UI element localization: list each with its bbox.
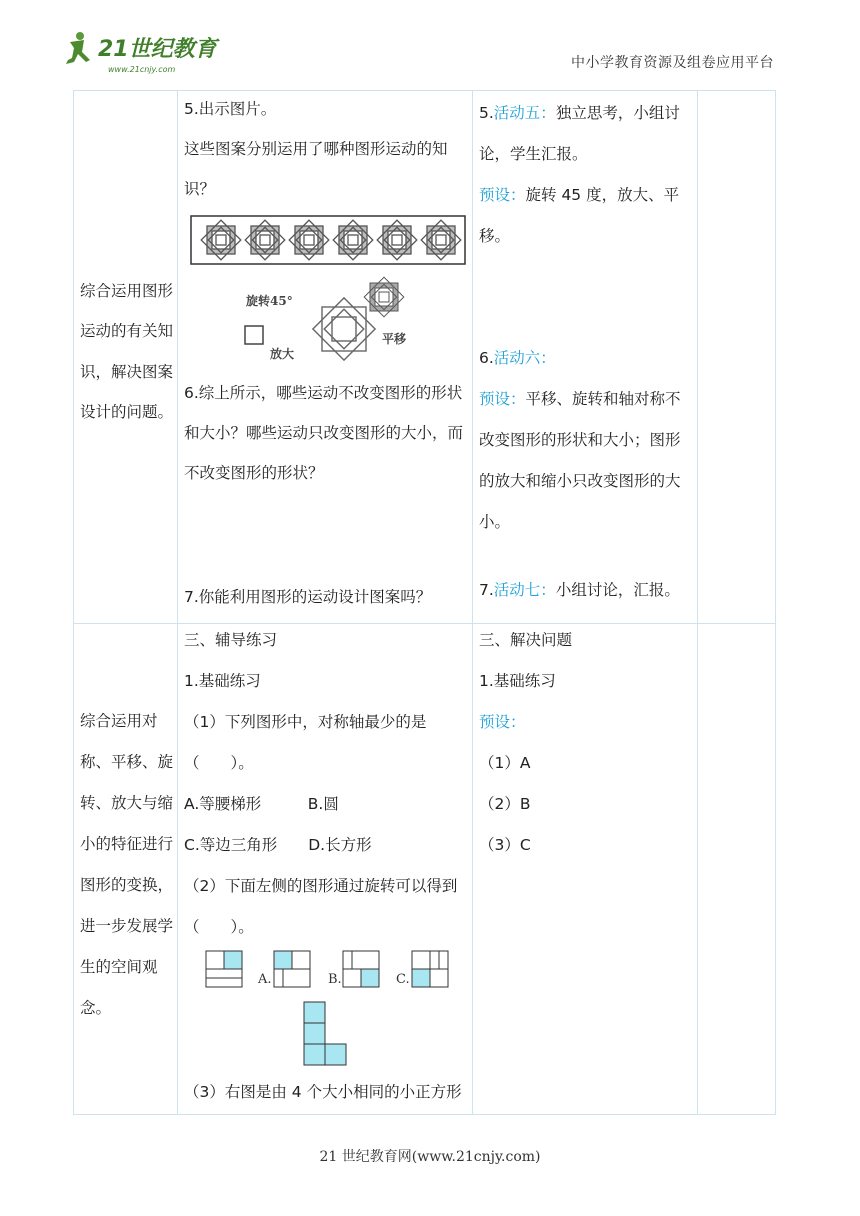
- student-text: 的放大和缩小只改变图形的大: [479, 472, 681, 490]
- teacher-text: C.等边三角形 D.长方形: [184, 836, 372, 854]
- rotation-options-figure: [204, 950, 454, 990]
- teacher-text: （ ）。: [184, 918, 254, 936]
- teacher-text: 6.综上所示，哪些运动不改变图形的形状: [184, 384, 463, 402]
- platform-title: 中小学教育资源及组卷应用平台: [571, 55, 774, 71]
- teacher-text: 5.出示图片。: [184, 100, 277, 118]
- student-text: 移。: [479, 227, 511, 245]
- goal-text: 念。: [80, 999, 112, 1017]
- teacher-text: （2）下面左侧的图形通过旋转可以得到: [184, 877, 458, 895]
- option-a-label: A.: [258, 972, 272, 987]
- student-text: 预设：旋转 45 度，放大、平: [479, 186, 680, 204]
- teacher-text: 和大小？哪些运动只改变图形的大小，而: [184, 424, 464, 442]
- goal-cell: [74, 91, 177, 623]
- option-b-label: B.: [328, 972, 342, 987]
- teacher-text: 这些图案分别运用了哪种图形运动的知: [184, 140, 448, 158]
- teacher-text: （ ）。: [184, 754, 254, 772]
- student-text: 7.活动七：小组讨论，汇报。: [479, 581, 680, 599]
- enlarge-label: 放大: [270, 347, 295, 361]
- goal-text: 生的空间观: [80, 958, 158, 976]
- teacher-text: （3）右图是由 4 个大小相同的小正方形: [184, 1083, 462, 1101]
- large-pattern: [313, 298, 375, 360]
- rotate-label: 旋转45°: [246, 294, 293, 308]
- teacher-text: 1.基础练习: [184, 672, 261, 690]
- teacher-text: 识？: [184, 180, 216, 198]
- small-square: [245, 326, 263, 344]
- goal-text: 图形的变换，: [80, 876, 174, 894]
- translate-label: 平移: [382, 332, 407, 346]
- student-cell: [473, 91, 697, 623]
- teacher-cell: [178, 624, 472, 1114]
- teacher-text: A.等腰梯形 B.圆: [184, 795, 339, 813]
- goal-text: 进一步发展学: [80, 917, 174, 935]
- pattern-strip-figure: [190, 215, 466, 265]
- student-text: （2）B: [479, 795, 531, 813]
- logo-url: www.21cnjy.com: [108, 65, 176, 74]
- goal-text: 转、放大与缩: [80, 794, 174, 812]
- table-row: [74, 91, 776, 624]
- goal-text: 称、平移、旋: [80, 753, 174, 771]
- teacher-text: 不改变图形的形状？: [184, 464, 324, 482]
- student-text: 预设：: [479, 713, 526, 731]
- transformation-figure: [240, 271, 420, 363]
- option-b-figure: [343, 951, 379, 987]
- notes-cell: [698, 624, 775, 1114]
- lesson-table: [73, 90, 776, 1115]
- table-row: [74, 624, 776, 1115]
- small-pattern: [364, 277, 404, 317]
- student-text: （1）A: [479, 754, 531, 772]
- goal-text: 识，解决图案: [80, 363, 174, 381]
- student-text: 论，学生汇报。: [479, 145, 588, 163]
- student-cell: [473, 624, 697, 1114]
- goal-text: 综合运用对: [80, 712, 158, 730]
- student-text: 5.活动五：独立思考，小组讨: [479, 104, 680, 122]
- goal-text: 运动的有关知: [80, 322, 174, 340]
- student-text: 1.基础练习: [479, 672, 556, 690]
- goal-text: 综合运用图形: [80, 282, 174, 300]
- student-text: 改变图形的形状和大小；图形: [479, 431, 681, 449]
- option-c-label: C.: [396, 972, 410, 987]
- goal-text: 小的特征进行: [80, 835, 174, 853]
- teacher-cell: [178, 91, 472, 623]
- runner-icon: [66, 32, 90, 64]
- option-a-figure: [274, 951, 310, 987]
- page-footer: 21 世纪教育网(www.21cnjy.com): [319, 1149, 541, 1165]
- option-c-figure: [412, 951, 448, 987]
- site-logo: [60, 30, 235, 76]
- goal-cell: [74, 624, 177, 1114]
- student-text: 预设：平移、旋转和轴对称不: [479, 390, 681, 408]
- teacher-text: 7.你能利用图形的运动设计图案吗？: [184, 588, 432, 606]
- l-shape-figure: [302, 1000, 348, 1066]
- teacher-text: 三、辅导练习: [184, 631, 278, 649]
- teacher-text: （1）下列图形中，对称轴最少的是: [184, 713, 427, 731]
- student-text: 三、解决问题: [479, 631, 573, 649]
- student-text: （3）C: [479, 836, 531, 854]
- goal-text: 设计的问题。: [80, 403, 174, 421]
- logo-text: 21世纪教育: [98, 37, 217, 62]
- student-text: 6.活动六：: [479, 349, 556, 367]
- notes-cell: [698, 91, 775, 623]
- student-text: 小。: [479, 513, 511, 531]
- original-figure: [206, 951, 242, 987]
